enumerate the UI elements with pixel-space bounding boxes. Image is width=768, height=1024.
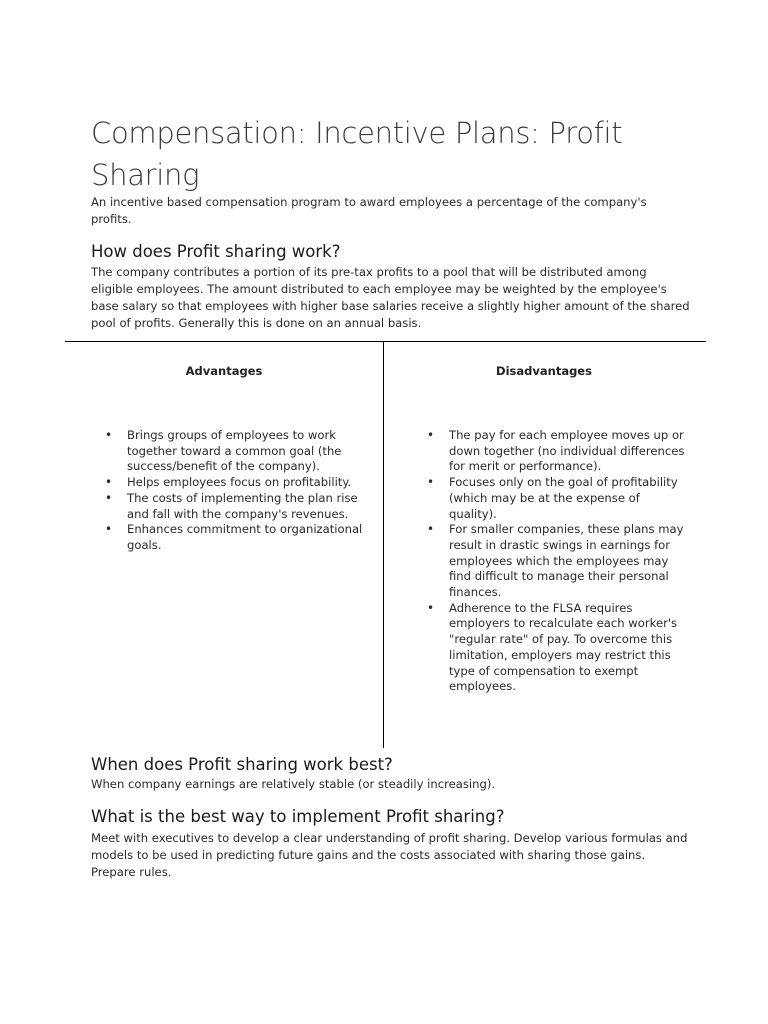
section-body-when: When company earnings are relatively stable (or steadily increasing). <box>91 777 496 791</box>
disadvantages-header: Disadvantages <box>496 364 592 378</box>
section-body-implement: Meet with executives to develop a clear understanding of profit sharing. Develop various formulas and models to be used in predicting future gains and the costs associated with sharing those gains. Prepare rules. <box>91 831 688 879</box>
intro-paragraph: An incentive based compensation program to award employees a percentage of the company's profits. <box>91 195 647 226</box>
advantages-list <box>105 428 367 554</box>
section-heading-implement: What is the best way to implement Profit sharing? <box>91 807 505 826</box>
list-item: • Enhances commitment to organizational goals. <box>105 522 367 553</box>
list-item: • For smaller companies, these plans may result in drastic swings in earnings for employees which the employees may find difficult to manage their personal finances. <box>427 522 689 601</box>
list-item: • Helps employees focus on profitability. <box>105 475 367 491</box>
list-item: • Focuses only on the goal of profitability (which may be at the expense of quality). <box>427 475 689 522</box>
list-item: • The pay for each employee moves up or down together (no individual differences for merit or performance). <box>427 428 689 475</box>
page-title: Compensation: Incentive Plans: Profit Sharing <box>91 116 623 192</box>
list-item: • The costs of implementing the plan rise and fall with the company's revenues. <box>105 491 367 522</box>
section-heading-how: How does Profit sharing work? <box>91 242 341 261</box>
table-column-divider <box>383 342 384 748</box>
table-top-rule <box>65 341 706 342</box>
advantages-header: Advantages <box>185 364 263 378</box>
section-heading-when: When does Profit sharing work best? <box>91 755 393 774</box>
list-item: • Adherence to the FLSA requires employers to recalculate each worker's "regular rate" of pay. To overcome this limitation, employers may restrict this type of compensation to exempt employees. <box>427 601 689 695</box>
disadvantages-list <box>427 428 689 695</box>
list-item: • Brings groups of employees to work together toward a common goal (the success/benefit of the company). <box>105 428 367 475</box>
section-body-how: The company contributes a portion of its pre-tax profits to a pool that will be distributed among eligible employees. The amount distributed to each employee may be weighted by the employee's base salary so that employees with higher base salaries receive a slightly higher amount of the shared pool of profits. Generally this is done on an annual basis. <box>91 265 690 330</box>
